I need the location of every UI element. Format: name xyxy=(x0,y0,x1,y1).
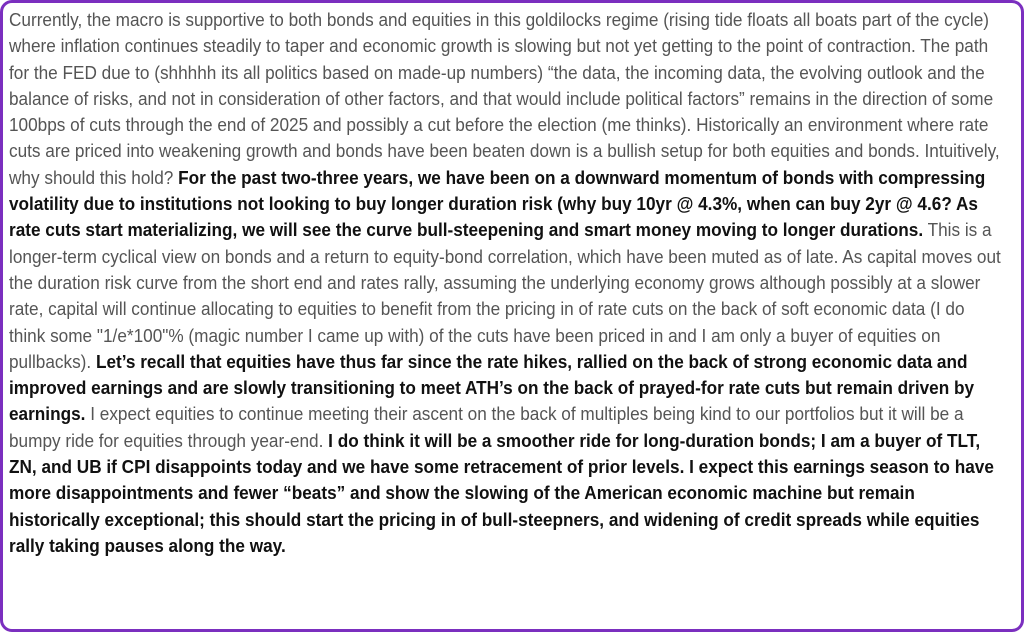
commentary-paragraph xyxy=(9,7,1002,559)
text-segment-bold: Let’s recall that equities have thus far since the rate hikes, rallied on the back of strong economic data and improved earnings and are slowly transitioning to meet ATH’s on the back of prayed-for rate cuts but remain driven by earnings. xyxy=(9,351,975,425)
text-segment-bold: I do think it will be a smoother ride for long-duration bonds; I am a buyer of TLT, ZN, and UB if CPI disappoints today and we have some retracement of prior levels. I expect this earnings season to have more disappointments and fewer “beats” and show the slowing of the American economic machine but remain historically exceptional; this should start the pricing in of bull-steepners, and widening of credit spreads while equities rally taking pauses along the way. xyxy=(9,430,994,556)
text-segment-normal: Currently, the macro is supportive to both bonds and equities in this goldilocks regime (rising tide floats all boats part of the cycle) where inflation continues steadily to taper and economic growth is slowing but not yet getting to the point of contraction. The path for the FED due to (shhhhh its all politics based on made-up numbers) “the data, the incoming data, the evolving outlook and the balance of risks, and not in consideration of other factors, and that would include political factors” remains in the direction of some 100bps of cuts through the end of 2025 and possibly a cut before the election (me thinks). Historically an environment where rate cuts are priced into weakening growth and bonds have been beaten down is a bullish setup for both equities and bonds. Intuitively, why should this hold? xyxy=(9,10,1000,188)
text-segment-normal: I expect equities to continue meeting their ascent on the back of multiples being kind to our portfolios but it will be a bumpy ride for equities through year-end. xyxy=(9,404,964,451)
text-segment-bold: For the past two-three years, we have been on a downward momentum of bonds with compressing volatility due to institutions not looking to buy longer duration risk (why buy 10yr @ 4.3%, when can buy 2yr @ 4.6? As rate cuts start materializing, we will see the curve bull-steepening and smart money moving to longer durations. xyxy=(9,167,986,241)
text-segment-normal: This is a longer-term cyclical view on bonds and a return to equity-bond correlation, which have been muted as of late. As capital moves out the duration risk curve from the short end and rates rally, assuming the underlying economy grows although possibly at a slower rate, capital will continue allocating to equities to benefit from the pricing in of rate cuts on the back of soft economic data (I do think some "1/e*100"% (magic number I came up with) of the cuts have been priced in and I am only a buyer of equities on pullbacks). xyxy=(9,220,1001,372)
